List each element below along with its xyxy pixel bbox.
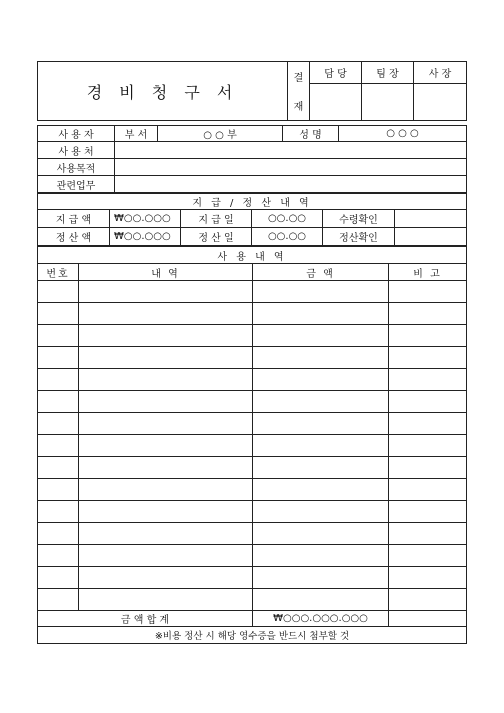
row-remarks-cell[interactable] [389, 347, 467, 369]
column-header-amount: 금 액 [253, 264, 389, 281]
row-number-cell[interactable] [38, 501, 79, 523]
footer-note: ※비용 정산 시 해당 영수증을 반드시 첨부할 것 [38, 627, 467, 644]
row-amount-cell[interactable] [253, 413, 389, 435]
table-row [38, 369, 467, 391]
row-remarks-cell[interactable] [389, 545, 467, 567]
pay-date-value[interactable]: ○○.○○ [252, 210, 323, 228]
total-label: 금 액 합 계 [38, 611, 253, 627]
column-header-remarks: 비 고 [389, 264, 467, 281]
signature-box-staff[interactable] [310, 84, 362, 121]
approver-team-lead: 팀 장 [362, 62, 414, 84]
row-amount-cell[interactable] [253, 567, 389, 589]
document-title: 경 비 청 구 서 [38, 62, 288, 121]
row-number-cell[interactable] [38, 457, 79, 479]
table-row [38, 501, 467, 523]
signature-box-team-lead[interactable] [362, 84, 414, 121]
row-detail-cell[interactable] [79, 589, 253, 611]
purpose-value[interactable] [115, 159, 467, 176]
approver-staff: 담 당 [310, 62, 362, 84]
settle-confirm-value[interactable] [395, 228, 467, 246]
settlement-block [37, 193, 467, 246]
purpose-label: 사용목적 [38, 159, 115, 176]
settle-amount-label: 정 산 액 [38, 228, 110, 246]
table-row [38, 413, 467, 435]
row-remarks-cell[interactable] [389, 589, 467, 611]
pay-amount-value[interactable]: ₩○○.○○○ [110, 210, 181, 228]
row-remarks-cell[interactable] [389, 391, 467, 413]
receipt-value[interactable] [395, 210, 467, 228]
name-value[interactable]: ○ ○ ○ [339, 126, 467, 142]
row-number-cell[interactable] [38, 479, 79, 501]
row-detail-cell[interactable] [79, 501, 253, 523]
row-number-cell[interactable] [38, 347, 79, 369]
approver-ceo: 사 장 [414, 62, 467, 84]
place-label: 사 용 처 [38, 142, 115, 159]
row-amount-cell[interactable] [253, 281, 389, 303]
row-number-cell[interactable] [38, 545, 79, 567]
row-number-cell[interactable] [38, 413, 79, 435]
row-amount-cell[interactable] [253, 435, 389, 457]
table-row [38, 281, 467, 303]
dept-value[interactable]: ○ ○ 부 [158, 126, 283, 142]
usage-section-title: 사 용 내 역 [38, 247, 467, 264]
row-remarks-cell[interactable] [389, 303, 467, 325]
settle-date-label: 정 산 일 [181, 228, 252, 246]
row-detail-cell[interactable] [79, 325, 253, 347]
row-number-cell[interactable] [38, 567, 79, 589]
column-header-detail: 내 역 [79, 264, 253, 281]
row-number-cell[interactable] [38, 303, 79, 325]
row-remarks-cell[interactable] [389, 457, 467, 479]
row-detail-cell[interactable] [79, 457, 253, 479]
pay-amount-label: 지 급 액 [38, 210, 110, 228]
row-remarks-cell[interactable] [389, 281, 467, 303]
row-remarks-cell[interactable] [389, 369, 467, 391]
table-row [38, 347, 467, 369]
row-number-cell[interactable] [38, 435, 79, 457]
row-number-cell[interactable] [38, 325, 79, 347]
row-detail-cell[interactable] [79, 479, 253, 501]
row-amount-cell[interactable] [253, 589, 389, 611]
row-amount-cell[interactable] [253, 457, 389, 479]
table-row [38, 435, 467, 457]
row-amount-cell[interactable] [253, 545, 389, 567]
row-detail-cell[interactable] [79, 413, 253, 435]
row-amount-cell[interactable] [253, 369, 389, 391]
row-amount-cell[interactable] [253, 523, 389, 545]
row-amount-cell[interactable] [253, 391, 389, 413]
table-row [38, 523, 467, 545]
dept-label: 부 서 [115, 126, 158, 142]
table-row [38, 589, 467, 611]
row-amount-cell[interactable] [253, 501, 389, 523]
row-detail-cell[interactable] [79, 281, 253, 303]
row-number-cell[interactable] [38, 281, 79, 303]
row-number-cell[interactable] [38, 391, 79, 413]
row-remarks-cell[interactable] [389, 325, 467, 347]
related-label: 관련업무 [38, 176, 115, 193]
table-row [38, 567, 467, 589]
row-number-cell[interactable] [38, 523, 79, 545]
table-row [38, 479, 467, 501]
row-amount-cell[interactable] [253, 347, 389, 369]
table-row [38, 325, 467, 347]
row-detail-cell[interactable] [79, 567, 253, 589]
row-amount-cell[interactable] [253, 325, 389, 347]
signature-box-ceo[interactable] [414, 84, 467, 121]
row-remarks-cell[interactable] [389, 435, 467, 457]
usage-block [37, 246, 467, 644]
row-detail-cell[interactable] [79, 435, 253, 457]
approval-label-top: 결 [293, 73, 304, 84]
settle-date-value[interactable]: ○○.○○ [252, 228, 323, 246]
user-label: 사 용 자 [38, 126, 115, 142]
row-remarks-cell[interactable] [389, 413, 467, 435]
receipt-label: 수령확인 [323, 210, 395, 228]
usage-rows [38, 281, 467, 611]
settle-confirm-label: 정산확인 [323, 228, 395, 246]
row-number-cell[interactable] [38, 369, 79, 391]
row-remarks-cell[interactable] [389, 479, 467, 501]
table-row [38, 303, 467, 325]
row-remarks-cell[interactable] [389, 501, 467, 523]
settlement-section-title: 지 급 / 정 산 내 역 [38, 194, 467, 210]
settle-amount-value[interactable]: ₩○○.○○○ [110, 228, 181, 246]
total-value[interactable]: ₩○○○.○○○.○○○ [253, 611, 389, 627]
row-remarks-cell[interactable] [389, 567, 467, 589]
approval-label-bottom: 재 [293, 102, 304, 113]
name-label: 성 명 [283, 126, 339, 142]
row-detail-cell[interactable] [79, 391, 253, 413]
pay-date-label: 지 급 일 [181, 210, 252, 228]
row-detail-cell[interactable] [79, 523, 253, 545]
row-number-cell[interactable] [38, 589, 79, 611]
place-value[interactable] [115, 142, 467, 159]
table-row [38, 545, 467, 567]
row-amount-cell[interactable] [253, 303, 389, 325]
row-detail-cell[interactable] [79, 369, 253, 391]
title-block [37, 61, 467, 121]
row-remarks-cell[interactable] [389, 523, 467, 545]
table-row [38, 457, 467, 479]
row-detail-cell[interactable] [79, 545, 253, 567]
related-value[interactable] [115, 176, 467, 193]
total-remarks[interactable] [389, 611, 467, 627]
table-row [38, 391, 467, 413]
expense-claim-form [37, 61, 466, 644]
row-amount-cell[interactable] [253, 479, 389, 501]
row-detail-cell[interactable] [79, 347, 253, 369]
approval-label [288, 62, 310, 121]
info-block [37, 125, 467, 193]
column-header-number: 번호 [38, 264, 79, 281]
row-detail-cell[interactable] [79, 303, 253, 325]
